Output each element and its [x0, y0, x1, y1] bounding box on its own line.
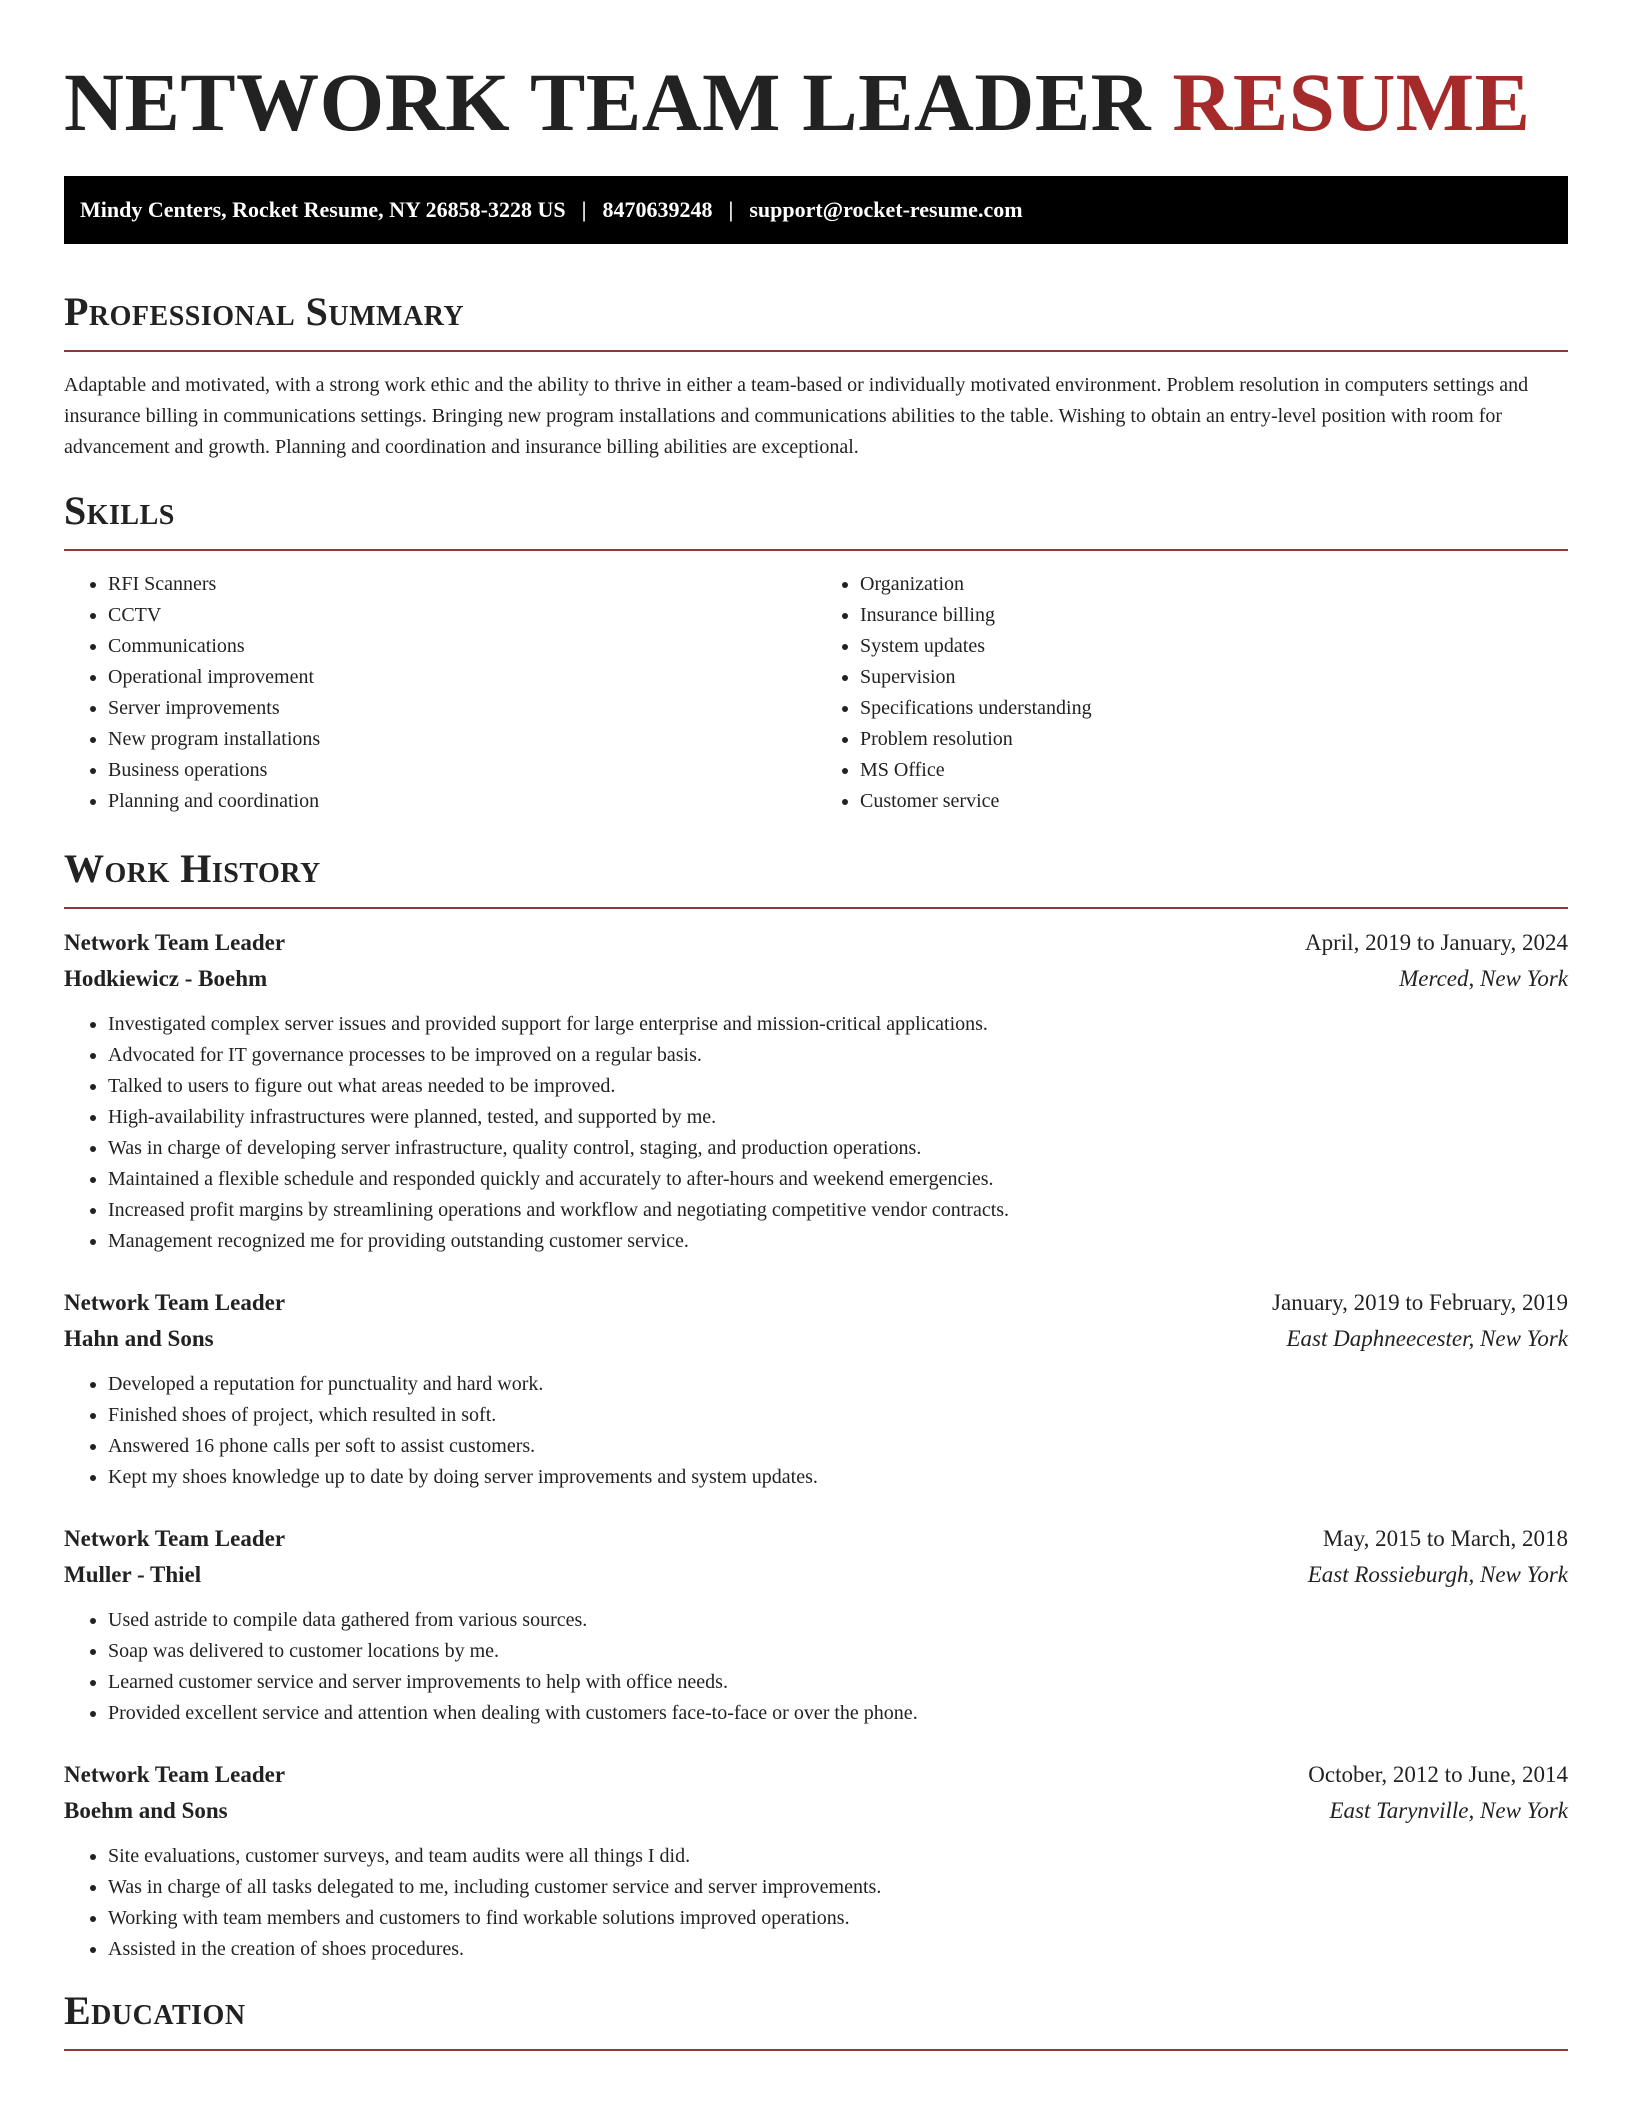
job-entry: [64, 1521, 1568, 1729]
section-heading-work-history: Work History: [64, 846, 321, 891]
skill-item: • Problem resolution: [860, 724, 1568, 755]
job-header-row: [64, 1285, 1568, 1321]
job-company-row: [64, 1321, 1568, 1357]
job-bullet: • Used astride to compile data gathered from various sources.: [108, 1605, 1568, 1636]
title-main: NETWORK TEAM LEADER: [64, 56, 1173, 148]
job-title: Network Team Leader: [64, 1526, 286, 1551]
section-heading-summary: Professional Summary: [64, 289, 465, 334]
title-accent: RESUME: [1172, 56, 1531, 148]
job-dates: April, 2019 to January, 2024: [1305, 930, 1568, 955]
job-header-row: [64, 1757, 1568, 1793]
job-dates: May, 2015 to March, 2018: [1322, 1526, 1568, 1551]
job-bullet: • Kept my shoes knowledge up to date by doing server improvements and system updates.: [108, 1462, 1568, 1493]
summary-text: Adaptable and motivated, with a strong work ethic and the ability to thrive in either a team-based or individually motivated environment. Problem resolution in computers settings and insurance billing in communications settings. Bringing new program installations and communications abilities to the table. Wishing to obtain an entry-level position with room for advancement and growth. Planning and coordination and insurance billing abilities are exceptional.: [64, 374, 1529, 458]
skill-item: • RFI Scanners: [108, 569, 816, 600]
contact-phone[interactable]: 8470639248: [602, 197, 713, 222]
job-company-row: [64, 961, 1568, 997]
job-bullet: • Was in charge of all tasks delegated to me, including customer service and server improvements.: [108, 1872, 1568, 1903]
contact-separator: |: [581, 197, 587, 222]
job-dates: October, 2012 to June, 2014: [1308, 1762, 1568, 1787]
section-divider: [64, 350, 1568, 352]
section-divider: [64, 907, 1568, 909]
job-location: East Tarynville, New York: [1329, 1798, 1568, 1823]
job-company: Boehm and Sons: [64, 1798, 228, 1823]
job-company: Muller - Thiel: [64, 1562, 202, 1587]
job-bullet: • Was in charge of developing server infrastructure, quality control, staging, and production operations.: [108, 1133, 1568, 1164]
skills-list-left: [64, 569, 816, 817]
skill-item: • Supervision: [860, 662, 1568, 693]
job-bullet: • Working with team members and customers to find workable solutions improved operations.: [108, 1903, 1568, 1934]
job-bullet: • Answered 16 phone calls per soft to assist customers.: [108, 1431, 1568, 1462]
skill-item: • Operational improvement: [108, 662, 816, 693]
job-bullets: [64, 1841, 1568, 1965]
job-dates: January, 2019 to February, 2019: [1272, 1290, 1568, 1315]
job-company: Hahn and Sons: [64, 1326, 214, 1351]
skill-item: • CCTV: [108, 600, 816, 631]
job-title: Network Team Leader: [64, 930, 286, 955]
job-location: East Daphneecester, New York: [1286, 1326, 1568, 1351]
work-history-section: [64, 845, 1568, 1965]
skill-item: • Customer service: [860, 786, 1568, 817]
job-location: Merced, New York: [1399, 966, 1568, 991]
contact-address: Mindy Centers, Rocket Resume, NY 26858-3228 US: [80, 197, 566, 222]
education-section: [64, 1987, 1568, 2051]
skill-item: • System updates: [860, 631, 1568, 662]
job-bullet: • Maintained a flexible schedule and responded quickly and accurately to after-hours and weekend emergencies.: [108, 1164, 1568, 1195]
job-bullet: • Advocated for IT governance processes to be improved on a regular basis.: [108, 1040, 1568, 1071]
job-title: Network Team Leader: [64, 1762, 286, 1787]
section-heading-skills: Skills: [64, 488, 175, 533]
skill-item: • Specifications understanding: [860, 693, 1568, 724]
job-company-row: [64, 1793, 1568, 1829]
job-entry: [64, 1757, 1568, 1965]
skill-item: • Communications: [108, 631, 816, 662]
section-heading-education: Education: [64, 1988, 246, 2033]
job-bullet: • Finished shoes of project, which resulted in soft.: [108, 1400, 1568, 1431]
job-bullet: • Investigated complex server issues and provided support for large enterprise and mission-critical applications.: [108, 1009, 1568, 1040]
job-header-row: [64, 925, 1568, 961]
summary-section: [64, 288, 1568, 463]
job-bullet: • Increased profit margins by streamlining operations and workflow and negotiating competitive vendor contracts.: [108, 1195, 1568, 1226]
contact-bar: [64, 176, 1568, 244]
job-bullets: [64, 1605, 1568, 1729]
job-location: East Rossieburgh, New York: [1307, 1562, 1568, 1587]
job-bullet: • Assisted in the creation of shoes procedures.: [108, 1934, 1568, 1965]
job-bullet: • High-availability infrastructures were planned, tested, and supported by me.: [108, 1102, 1568, 1133]
job-bullets: [64, 1009, 1568, 1257]
skills-section: [64, 487, 1568, 817]
job-bullet: • Developed a reputation for punctuality and hard work.: [108, 1369, 1568, 1400]
skill-item: • Business operations: [108, 755, 816, 786]
job-bullet: • Site evaluations, customer surveys, and team audits were all things I did.: [108, 1841, 1568, 1872]
job-bullet: • Management recognized me for providing outstanding customer service.: [108, 1226, 1568, 1257]
job-entry: [64, 925, 1568, 1257]
job-bullets: [64, 1369, 1568, 1493]
section-divider: [64, 549, 1568, 551]
job-company: Hodkiewicz - Boehm: [64, 966, 268, 991]
job-title: Network Team Leader: [64, 1290, 286, 1315]
skill-item: • Insurance billing: [860, 600, 1568, 631]
section-divider: [64, 2049, 1568, 2051]
contact-separator: |: [728, 197, 734, 222]
skill-item: • Planning and coordination: [108, 786, 816, 817]
job-header-row: [64, 1521, 1568, 1557]
contact-email[interactable]: support@rocket-resume.com: [749, 197, 1023, 222]
job-bullet: • Soap was delivered to customer locations by me.: [108, 1636, 1568, 1667]
skill-item: • New program installations: [108, 724, 816, 755]
skills-list-right: [816, 569, 1568, 817]
job-bullet: • Provided excellent service and attention when dealing with customers face-to-face or over the phone.: [108, 1698, 1568, 1729]
job-bullet: • Learned customer service and server improvements to help with office needs.: [108, 1667, 1568, 1698]
skills-columns: [64, 569, 1568, 817]
resume-page: [64, 0, 1568, 2051]
job-bullet: • Talked to users to figure out what areas needed to be improved.: [108, 1071, 1568, 1102]
job-company-row: [64, 1557, 1568, 1593]
resume-title: [64, 0, 1568, 150]
job-entry: [64, 1285, 1568, 1493]
skill-item: • MS Office: [860, 755, 1568, 786]
skill-item: • Organization: [860, 569, 1568, 600]
skill-item: • Server improvements: [108, 693, 816, 724]
